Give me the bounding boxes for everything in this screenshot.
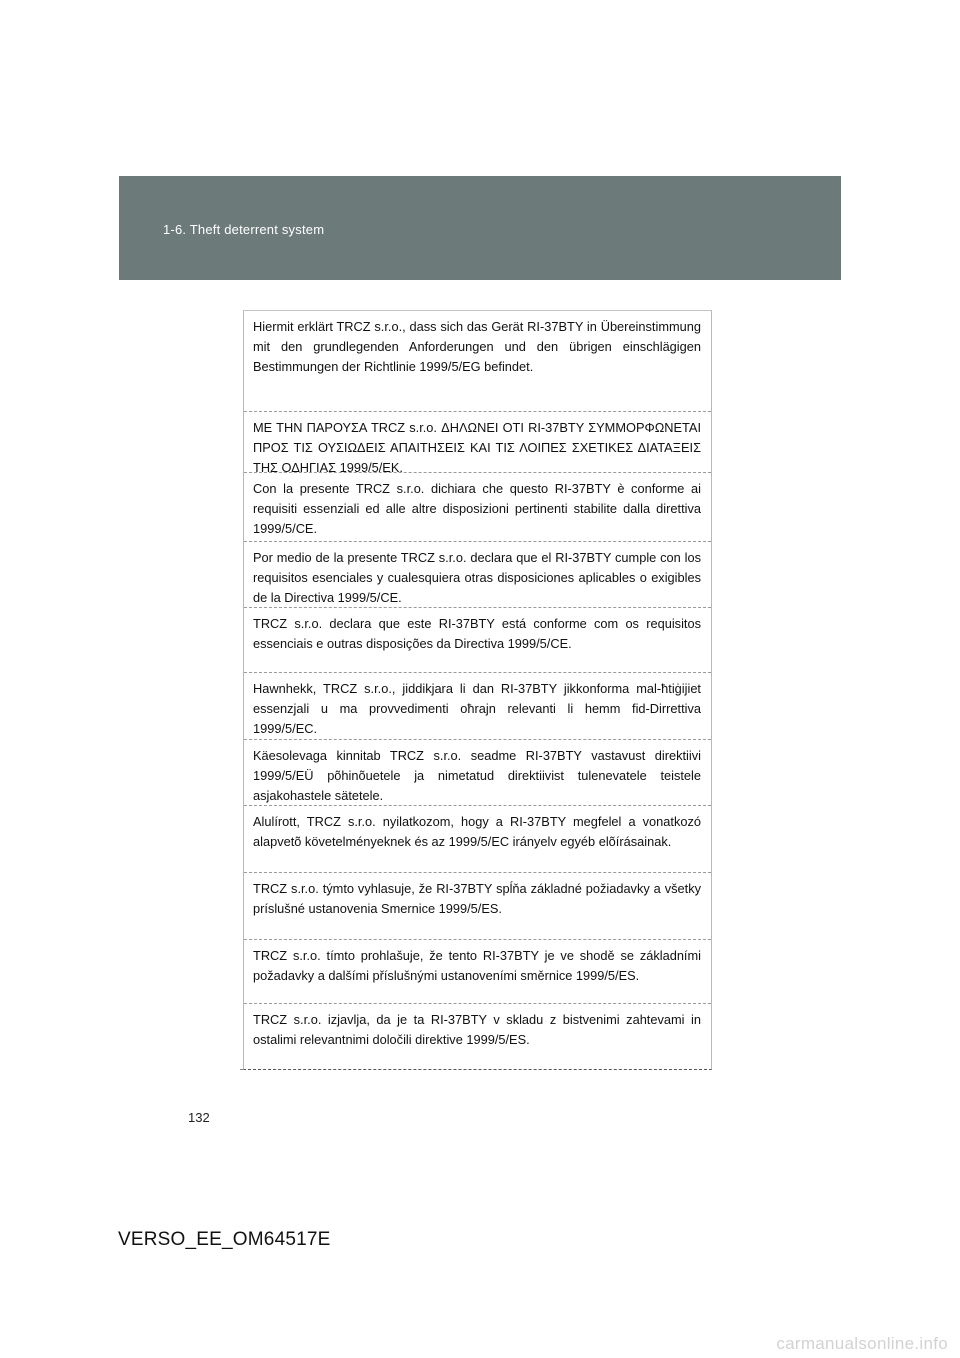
declaration-maltese: Hawnhekk, TRCZ s.r.o., jiddikjara li dan RI-37BTY jikkonforma mal-ħtiġijiet essenzjali u ma provvedimenti oħrajn relevanti li hemm fid-Dirrettiva 1999/5/EC. bbox=[244, 672, 711, 739]
document-code: VERSO_EE_OM64517E bbox=[118, 1229, 331, 1250]
declaration-czech: TRCZ s.r.o. tímto prohlašuje, že tento RI-37BTY je ve shodě se základními požadavky a dalšími příslušnými ustanoveními směrnice 1999/5/ES. bbox=[244, 939, 711, 986]
declaration-hungarian: Alulírott, TRCZ s.r.o. nyilatkozom, hogy a RI-37BTY megfelel a vonatkozó alapvetõ követelményeknek és az 1999/5/EC irányelv egyéb elõírásainak. bbox=[244, 805, 711, 852]
declaration-slovak: TRCZ s.r.o. týmto vyhlasuje, že RI-37BTY spĺňa základné požiadavky a všetky príslušné ustanovenia Smernice 1999/5/ES. bbox=[244, 872, 711, 919]
section-header-band bbox=[119, 176, 841, 280]
declaration-spanish: Por medio de la presente TRCZ s.r.o. declara que el RI-37BTY cumple con los requisitos esenciales y cualesquiera otras disposiciones aplicables o exigibles de la Directiva 1999/5/CE. bbox=[244, 541, 711, 608]
declaration-portuguese: TRCZ s.r.o. declara que este RI-37BTY está conforme com os requisitos essenciais e outras disposições da Directiva 1999/5/CE. bbox=[244, 607, 711, 654]
watermark: carmanualsonline.info bbox=[776, 1334, 948, 1353]
declaration-german: Hiermit erklärt TRCZ s.r.o., dass sich das Gerät RI-37BTY in Übereinstimmung mit den grundlegenden Anforderungen und den übrigen einschlägigen Bestimmungen der Richtlinie 1999/5/EG befindet. bbox=[253, 319, 701, 374]
declaration-greek: ΜΕ ΤΗΝ ΠΑΡΟΥΣΑ TRCZ s.r.o. ΔΗΛΩΝΕΙ ΟΤΙ RI-37BTY ΣΥΜΜΟΡΦΩΝΕΤΑΙ ΠΡΟΣ ΤΙΣ ΟΥΣΙΩΔΕΙΣ ΑΠΑΙΤΗΣΕΙΣ ΚΑΙ ΤΙΣ ΛΟΙΠΕΣ ΣΧΕΤΙΚΕΣ ΔΙΑΤΑΞΕΙΣ ΤΗΣ ΟΔΗΓΙΑΣ 1999/5/ΕΚ. bbox=[244, 411, 711, 478]
section-title: 1-6. Theft deterrent system bbox=[163, 222, 325, 237]
declarations-table bbox=[243, 310, 712, 1070]
declaration-estonian: Käesolevaga kinnitab TRCZ s.r.o. seadme RI-37BTY vastavust direktiivi 1999/5/EÜ põhinõuetele ja nimetatud direktiivist tulenevatele teistele asjakohastele sätetele. bbox=[244, 739, 711, 806]
declaration-italian: Con la presente TRCZ s.r.o. dichiara che questo RI-37BTY è conforme ai requisiti essenziali ed alle altre disposizioni pertinenti stabilite dalla direttiva 1999/5/CE. bbox=[244, 472, 711, 539]
page-number: 132 bbox=[188, 1110, 210, 1125]
declaration-slovenian: TRCZ s.r.o. izjavlja, da je ta RI-37BTY v skladu z bistvenimi zahtevami in ostalimi relevantnimi določili direktive 1999/5/ES. bbox=[244, 1003, 711, 1050]
